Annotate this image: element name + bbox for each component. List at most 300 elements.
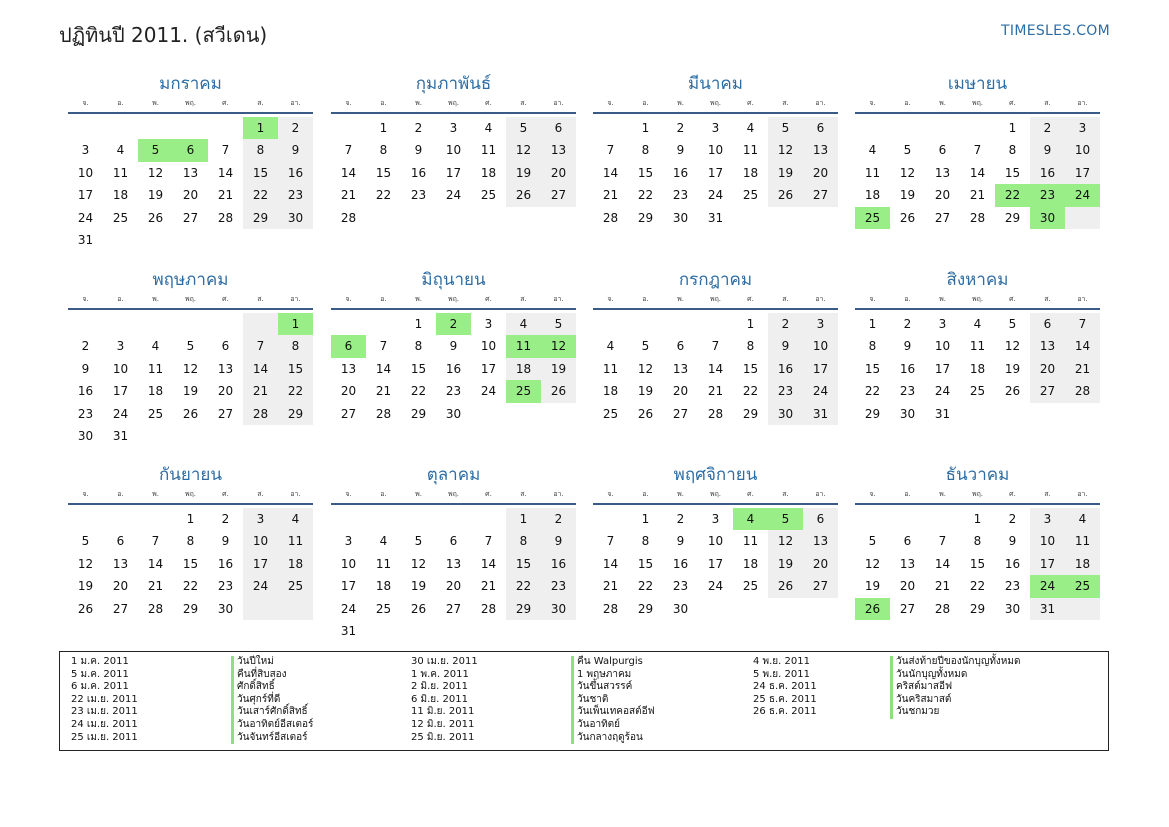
holiday-name: 1 พฤษภาคม (571, 669, 655, 682)
weekday-label: พ. (415, 99, 422, 107)
empty-day (401, 207, 436, 229)
week-row (331, 553, 576, 575)
day-cell: 6 (676, 339, 685, 354)
day-cell: 7 (606, 534, 615, 549)
weekday-label: พ. (939, 490, 946, 498)
weekday-label: ส. (1044, 99, 1051, 107)
weekday-label: จ. (607, 490, 614, 498)
day-cell: 15 (637, 165, 654, 180)
day-cell: 16 (672, 556, 689, 571)
holiday-names-column (571, 656, 655, 744)
day-cell: 29 (410, 406, 427, 421)
days-grid (331, 117, 576, 229)
day-cell: 14 (217, 165, 234, 180)
day-cell: 18 (147, 384, 164, 399)
day-cell: 6 (541, 117, 576, 139)
holiday-name: คริสต์มาสอีฟ (890, 681, 1021, 694)
day-cell: 7 (1065, 313, 1100, 335)
empty-day (436, 508, 471, 530)
day-cell: 18 (506, 358, 541, 380)
day-cell: 18 (278, 553, 313, 575)
weekday-label: พฤ. (971, 490, 984, 498)
day-cell: 18 (480, 165, 497, 180)
day-cell: 8 (243, 139, 278, 161)
day-cell: 21 (147, 579, 164, 594)
weekday-label: ส. (1044, 295, 1051, 303)
day-cell: 28 (217, 210, 234, 225)
site-brand[interactable]: TIMESLES.COM (1001, 23, 1110, 39)
day-cell: 19 (637, 384, 654, 399)
day-cell: 13 (340, 361, 357, 376)
empty-day (208, 229, 243, 251)
day-cell: 30 (1004, 601, 1021, 616)
day-cell: 23 (899, 384, 916, 399)
weekday-label: อา. (553, 490, 564, 498)
day-cell: 22 (637, 188, 654, 203)
day-cell: 19 (899, 188, 916, 203)
day-cell: 23 (672, 579, 689, 594)
weekday-label: ส. (257, 490, 264, 498)
empty-day (138, 117, 173, 139)
weekday-label: อ. (380, 99, 387, 107)
weekday-header (855, 292, 1100, 306)
day-cell: 21 (602, 579, 619, 594)
empty-day (925, 117, 960, 139)
day-cell: 8 (186, 534, 195, 549)
day-cell: 15 (969, 556, 986, 571)
day-cell: 5 (186, 339, 195, 354)
weekday-label: ศ. (222, 99, 229, 107)
month-7 (593, 268, 838, 425)
day-cell: 31 (340, 623, 357, 638)
month-name: เมษายน (947, 74, 1008, 94)
holiday-day: 1 (278, 313, 313, 335)
empty-day (541, 207, 576, 229)
weekday-label: จ. (82, 99, 89, 107)
holiday-day: 24 (1065, 184, 1100, 206)
day-cell: 4 (868, 143, 877, 158)
day-cell: 31 (77, 232, 94, 247)
empty-day (366, 508, 401, 530)
weekday-label: จ. (345, 99, 352, 107)
empty-day (698, 313, 733, 335)
day-cell: 24 (934, 384, 951, 399)
day-cell: 3 (116, 339, 125, 354)
day-cell: 28 (340, 210, 357, 225)
holiday-day: 23 (1030, 184, 1065, 206)
day-cell: 8 (746, 339, 755, 354)
day-cell: 24 (445, 188, 462, 203)
day-cell: 17 (803, 358, 838, 380)
holiday-date: 12 มิ.ย. 2011 (411, 718, 475, 730)
holiday-date: 23 เม.ย. 2011 (71, 706, 138, 718)
empty-day (103, 508, 138, 530)
empty-day (593, 117, 628, 139)
holiday-name: วันปีใหม่ (231, 656, 313, 669)
day-cell: 20 (672, 384, 689, 399)
holiday-name: วันกลางฤดูร้อน (571, 732, 655, 745)
week-row (68, 403, 313, 425)
header-divider (593, 112, 838, 114)
day-cell: 11 (1065, 530, 1100, 552)
week-row (331, 139, 576, 161)
holiday-date: 5 ม.ค. 2011 (71, 668, 129, 680)
day-cell: 21 (243, 380, 278, 402)
day-cell: 9 (1030, 139, 1065, 161)
day-cell: 8 (973, 534, 982, 549)
weekday-header (855, 487, 1100, 501)
holiday-day: 2 (436, 313, 471, 335)
day-cell: 8 (868, 339, 877, 354)
empty-day (663, 313, 698, 335)
empty-day (541, 620, 576, 642)
weekday-label: จ. (869, 490, 876, 498)
day-cell: 12 (77, 556, 94, 571)
holiday-date: 24 เม.ย. 2011 (71, 718, 138, 730)
day-cell: 6 (803, 508, 838, 530)
day-cell: 12 (899, 165, 916, 180)
day-cell: 14 (602, 165, 619, 180)
day-cell: 20 (934, 188, 951, 203)
day-cell: 12 (864, 556, 881, 571)
holiday-date: 1 ม.ค. 2011 (71, 656, 129, 667)
day-cell: 28 (243, 403, 278, 425)
weekday-label: อา. (1077, 490, 1088, 498)
day-cell: 4 (973, 317, 982, 331)
week-row (331, 335, 576, 357)
empty-day (768, 207, 803, 229)
days-grid (593, 508, 838, 620)
week-row (593, 184, 838, 206)
day-cell: 15 (1004, 165, 1021, 180)
day-cell: 14 (340, 165, 357, 180)
empty-day (471, 620, 506, 642)
day-cell: 23 (410, 188, 427, 203)
month-name: สิงหาคม (946, 270, 1009, 290)
holiday-day: 6 (173, 139, 208, 161)
week-row (855, 575, 1100, 597)
day-cell: 26 (147, 210, 164, 225)
day-cell: 5 (414, 534, 423, 549)
empty-day (733, 598, 768, 620)
weekday-label: พ. (939, 295, 946, 303)
weekday-label: พฤ. (709, 490, 722, 498)
week-row (331, 313, 576, 335)
day-cell: 21 (340, 188, 357, 203)
day-cell: 23 (541, 575, 576, 597)
day-cell: 27 (803, 184, 838, 206)
week-row (68, 598, 313, 620)
weekday-label: พ. (415, 295, 422, 303)
holiday-dates-column (71, 656, 138, 744)
day-cell: 12 (506, 139, 541, 161)
day-cell: 3 (711, 512, 720, 526)
day-cell: 8 (506, 530, 541, 552)
week-row (855, 313, 1100, 335)
weekday-header (331, 292, 576, 306)
holiday-name: วันเสาร์ศักดิ์สิทธิ์ (231, 706, 313, 719)
day-cell: 17 (1030, 553, 1065, 575)
weekday-header (593, 96, 838, 110)
empty-day (278, 229, 313, 251)
day-cell: 13 (672, 361, 689, 376)
empty-day (436, 620, 471, 642)
empty-day (960, 403, 995, 425)
day-cell: 13 (803, 530, 838, 552)
month-2 (331, 72, 576, 229)
day-cell: 19 (77, 579, 94, 594)
weekday-label: อา. (290, 99, 301, 107)
weekday-label: ส. (520, 490, 527, 498)
weekday-label: พฤ. (971, 99, 984, 107)
weekday-label: พฤ. (971, 295, 984, 303)
weekday-label: อ. (642, 490, 649, 498)
day-cell: 4 (151, 339, 160, 354)
day-cell: 2 (768, 313, 803, 335)
week-row (855, 139, 1100, 161)
holiday-name: ศักดิ์สิทธิ์ (231, 681, 313, 694)
day-cell: 22 (410, 384, 427, 399)
day-cell: 4 (506, 313, 541, 335)
weekday-label: พ. (677, 295, 684, 303)
week-row (331, 575, 576, 597)
week-row (331, 184, 576, 206)
weekday-label: ศ. (485, 295, 492, 303)
holiday-date: 4 พ.ย. 2011 (753, 656, 810, 667)
month-name: ตุลาคม (426, 465, 481, 485)
day-cell: 9 (414, 143, 423, 158)
day-cell: 3 (938, 317, 947, 331)
day-cell: 7 (243, 335, 278, 357)
week-row (331, 508, 576, 530)
weekday-label: อ. (642, 295, 649, 303)
week-row (855, 207, 1100, 229)
day-cell: 1 (746, 317, 755, 331)
day-cell: 11 (742, 143, 759, 158)
month-5 (68, 268, 313, 447)
day-cell: 10 (480, 339, 497, 354)
day-cell: 16 (217, 556, 234, 571)
day-cell: 18 (112, 188, 129, 203)
week-row (855, 184, 1100, 206)
day-cell: 6 (1030, 313, 1065, 335)
day-cell: 29 (742, 406, 759, 421)
weekday-label: ส. (782, 295, 789, 303)
week-row (331, 620, 576, 642)
day-cell: 29 (969, 601, 986, 616)
day-cell: 2 (278, 117, 313, 139)
days-grid (855, 508, 1100, 620)
day-cell: 18 (375, 579, 392, 594)
day-cell: 25 (480, 188, 497, 203)
day-cell: 27 (182, 210, 199, 225)
day-cell: 25 (147, 406, 164, 421)
weekday-header (855, 96, 1100, 110)
day-cell: 17 (243, 553, 278, 575)
week-row (68, 313, 313, 335)
days-grid (68, 117, 313, 251)
weekday-label: จ. (607, 99, 614, 107)
days-grid (68, 313, 313, 447)
day-cell: 18 (864, 188, 881, 203)
day-cell: 5 (868, 534, 877, 549)
day-cell: 16 (410, 165, 427, 180)
holiday-names-column (890, 656, 1021, 719)
week-row (855, 162, 1100, 184)
day-cell: 27 (445, 601, 462, 616)
day-cell: 30 (899, 406, 916, 421)
month-name: พฤษภาคม (152, 270, 229, 290)
day-cell: 29 (243, 207, 278, 229)
weekday-label: พฤ. (447, 490, 460, 498)
day-cell: 26 (768, 184, 803, 206)
day-cell: 27 (541, 184, 576, 206)
day-cell: 6 (903, 534, 912, 549)
empty-day (208, 313, 243, 335)
day-cell: 4 (116, 143, 125, 158)
day-cell: 14 (934, 556, 951, 571)
empty-day (471, 207, 506, 229)
empty-day (138, 313, 173, 335)
day-cell: 7 (606, 143, 615, 158)
day-cell: 30 (77, 428, 94, 443)
holiday-name: วันขึ้นสวรรค์ (571, 681, 655, 694)
day-cell: 4 (1065, 508, 1100, 530)
week-row (68, 425, 313, 447)
day-cell: 8 (641, 143, 650, 158)
day-cell: 18 (1065, 553, 1100, 575)
day-cell: 15 (864, 361, 881, 376)
weekday-label: พ. (152, 490, 159, 498)
day-cell: 2 (676, 121, 685, 135)
day-cell: 23 (1004, 579, 1021, 594)
empty-day (68, 313, 103, 335)
day-cell: 23 (445, 384, 462, 399)
header-divider (593, 503, 838, 505)
week-row (331, 598, 576, 620)
empty-day (436, 207, 471, 229)
day-cell: 16 (445, 361, 462, 376)
month-1 (68, 72, 313, 251)
day-cell: 10 (77, 165, 94, 180)
day-cell: 21 (480, 579, 497, 594)
day-cell: 21 (602, 188, 619, 203)
empty-day (401, 508, 436, 530)
day-cell: 9 (541, 530, 576, 552)
day-cell: 16 (1004, 556, 1021, 571)
day-cell: 19 (541, 358, 576, 380)
day-cell: 16 (77, 384, 94, 399)
day-cell: 28 (480, 601, 497, 616)
holiday-dates-column (753, 656, 817, 719)
day-cell: 22 (742, 384, 759, 399)
holiday-day: 25 (1065, 575, 1100, 597)
day-cell: 11 (864, 165, 881, 180)
day-cell: 29 (864, 406, 881, 421)
weekday-header (68, 96, 313, 110)
weekday-label: ส. (520, 295, 527, 303)
holiday-day: 24 (1030, 575, 1065, 597)
day-cell: 7 (711, 339, 720, 354)
empty-day (698, 598, 733, 620)
day-cell: 17 (707, 165, 724, 180)
day-cell: 19 (147, 188, 164, 203)
empty-day (1030, 403, 1065, 425)
empty-day (243, 425, 278, 447)
week-row (68, 380, 313, 402)
empty-day (768, 598, 803, 620)
day-cell: 20 (803, 162, 838, 184)
day-cell: 24 (707, 188, 724, 203)
empty-day (733, 207, 768, 229)
day-cell: 27 (217, 406, 234, 421)
day-cell: 6 (221, 339, 230, 354)
empty-day (506, 620, 541, 642)
week-row (593, 403, 838, 425)
weekday-header (331, 96, 576, 110)
day-cell: 17 (934, 361, 951, 376)
day-cell: 28 (147, 601, 164, 616)
day-cell: 9 (676, 534, 685, 549)
day-cell: 7 (938, 534, 947, 549)
empty-day (103, 117, 138, 139)
day-cell: 2 (903, 317, 912, 331)
weekday-label: ศ. (1009, 99, 1016, 107)
day-cell: 7 (151, 534, 160, 549)
day-cell: 24 (803, 380, 838, 402)
day-cell: 30 (672, 210, 689, 225)
day-cell: 15 (375, 165, 392, 180)
weekday-label: พ. (152, 295, 159, 303)
weekday-label: จ. (869, 99, 876, 107)
day-cell: 13 (445, 556, 462, 571)
day-cell: 12 (1004, 339, 1021, 354)
day-cell: 5 (903, 143, 912, 158)
empty-day (138, 425, 173, 447)
day-cell: 20 (541, 162, 576, 184)
weekday-label: ส. (520, 99, 527, 107)
day-cell: 23 (768, 380, 803, 402)
empty-day (138, 229, 173, 251)
holiday-name: วันชาติ (571, 694, 655, 707)
weekday-label: พฤ. (184, 490, 197, 498)
holiday-day: 1 (243, 117, 278, 139)
weekday-label: พ. (152, 99, 159, 107)
week-row (593, 530, 838, 552)
week-row (855, 530, 1100, 552)
day-cell: 9 (903, 339, 912, 354)
week-row (68, 530, 313, 552)
weekday-label: จ. (82, 490, 89, 498)
empty-day (278, 425, 313, 447)
day-cell: 9 (768, 335, 803, 357)
day-cell: 28 (602, 601, 619, 616)
day-cell: 31 (803, 403, 838, 425)
empty-day (628, 313, 663, 335)
holiday-dates-column (411, 656, 478, 744)
day-cell: 19 (1004, 361, 1021, 376)
weekday-label: ศ. (485, 490, 492, 498)
week-row (593, 313, 838, 335)
day-cell: 13 (899, 556, 916, 571)
day-cell: 13 (112, 556, 129, 571)
day-cell: 31 (112, 428, 129, 443)
empty-day (103, 229, 138, 251)
weekday-label: อ. (117, 99, 124, 107)
day-cell: 2 (541, 508, 576, 530)
days-grid (593, 117, 838, 229)
day-cell: 11 (480, 143, 497, 158)
